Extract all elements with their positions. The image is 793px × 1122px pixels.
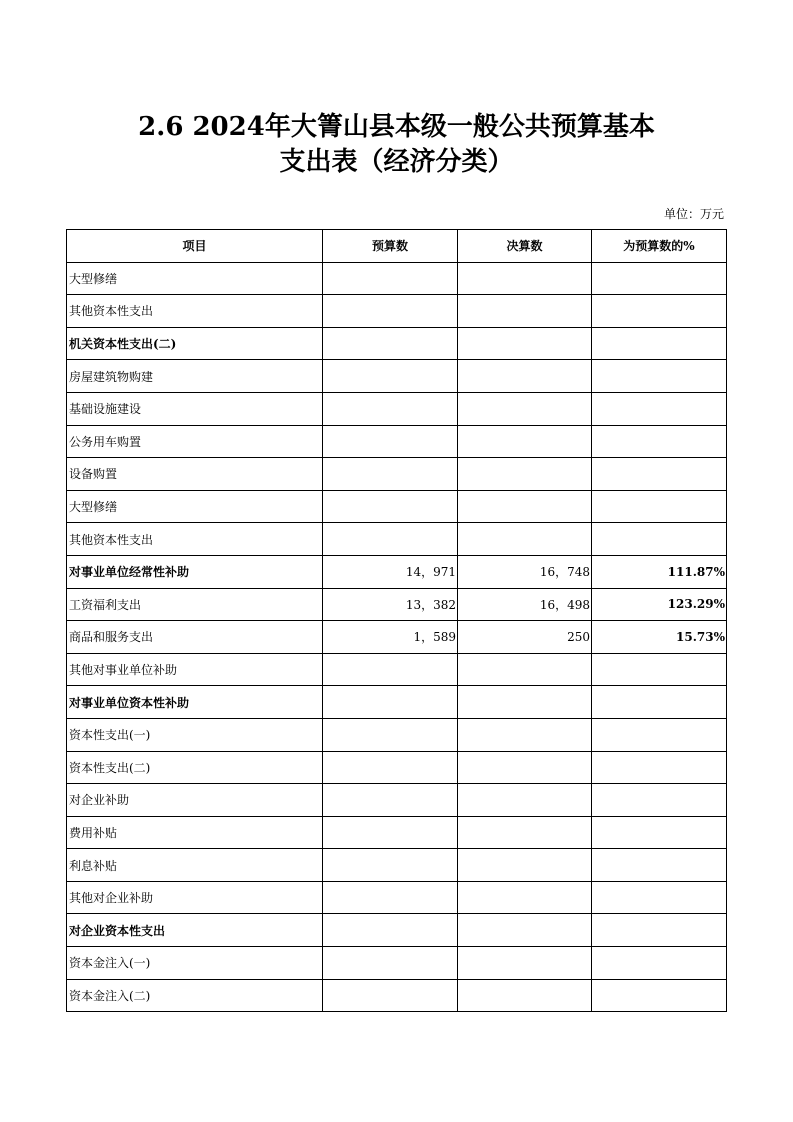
row-label: 对企业补助 bbox=[67, 784, 323, 817]
row-actual bbox=[458, 523, 592, 556]
row-percent: 123.29% bbox=[592, 588, 727, 621]
table-row bbox=[67, 490, 727, 523]
table-row bbox=[67, 458, 727, 491]
row-budget: 13，382 bbox=[323, 588, 458, 621]
row-label: 资本金注入(一) bbox=[67, 947, 323, 980]
row-budget bbox=[323, 979, 458, 1012]
row-label: 资本金注入(二) bbox=[67, 979, 323, 1012]
row-percent bbox=[592, 816, 727, 849]
row-actual bbox=[458, 295, 592, 328]
header-percent: 为预算数的% bbox=[592, 230, 727, 263]
row-percent bbox=[592, 947, 727, 980]
row-percent bbox=[592, 458, 727, 491]
row-actual bbox=[458, 262, 592, 295]
row-actual: 16，498 bbox=[458, 588, 592, 621]
row-label: 房屋建筑物购建 bbox=[67, 360, 323, 393]
table-row bbox=[67, 327, 727, 360]
header-budget: 预算数 bbox=[323, 230, 458, 263]
row-budget bbox=[323, 718, 458, 751]
row-actual bbox=[458, 686, 592, 719]
row-label: 其他资本性支出 bbox=[67, 523, 323, 556]
row-percent bbox=[592, 490, 727, 523]
row-percent bbox=[592, 295, 727, 328]
row-budget bbox=[323, 653, 458, 686]
row-label: 大型修缮 bbox=[67, 490, 323, 523]
row-actual bbox=[458, 490, 592, 523]
row-actual bbox=[458, 784, 592, 817]
row-percent bbox=[592, 686, 727, 719]
row-budget bbox=[323, 816, 458, 849]
row-label: 对企业资本性支出 bbox=[67, 914, 323, 947]
table-row bbox=[67, 295, 727, 328]
expenditure-table bbox=[66, 229, 727, 1012]
table-row bbox=[67, 262, 727, 295]
row-percent bbox=[592, 881, 727, 914]
row-label: 机关资本性支出(二) bbox=[67, 327, 323, 360]
row-budget bbox=[323, 295, 458, 328]
row-budget bbox=[323, 881, 458, 914]
table-row bbox=[67, 555, 727, 588]
row-percent: 15.73% bbox=[592, 621, 727, 654]
row-budget bbox=[323, 490, 458, 523]
row-percent bbox=[592, 914, 727, 947]
table-row bbox=[67, 914, 727, 947]
row-budget bbox=[323, 360, 458, 393]
table-row bbox=[67, 425, 727, 458]
row-actual bbox=[458, 458, 592, 491]
row-percent bbox=[592, 392, 727, 425]
row-label: 其他对企业补助 bbox=[67, 881, 323, 914]
row-actual bbox=[458, 327, 592, 360]
row-actual bbox=[458, 653, 592, 686]
row-budget bbox=[323, 751, 458, 784]
page-title-line1: 2.6 2024年大箐山县本级一般公共预算基本 bbox=[138, 112, 655, 142]
row-budget bbox=[323, 914, 458, 947]
row-budget bbox=[323, 784, 458, 817]
table-row bbox=[67, 751, 727, 784]
table-row bbox=[67, 392, 727, 425]
row-actual bbox=[458, 392, 592, 425]
header-actual: 决算数 bbox=[458, 230, 592, 263]
row-actual bbox=[458, 751, 592, 784]
header-item: 项目 bbox=[67, 230, 323, 263]
row-budget: 1，589 bbox=[323, 621, 458, 654]
table-row bbox=[67, 523, 727, 556]
table-row bbox=[67, 653, 727, 686]
row-budget bbox=[323, 686, 458, 719]
row-label: 费用补贴 bbox=[67, 816, 323, 849]
row-actual bbox=[458, 914, 592, 947]
row-percent bbox=[592, 653, 727, 686]
row-budget bbox=[323, 458, 458, 491]
row-percent bbox=[592, 849, 727, 882]
row-budget bbox=[323, 523, 458, 556]
table-row bbox=[67, 784, 727, 817]
row-actual: 16，748 bbox=[458, 555, 592, 588]
row-percent bbox=[592, 327, 727, 360]
row-budget bbox=[323, 849, 458, 882]
row-actual bbox=[458, 425, 592, 458]
row-percent bbox=[592, 262, 727, 295]
row-label: 其他资本性支出 bbox=[67, 295, 323, 328]
row-budget bbox=[323, 327, 458, 360]
table-row bbox=[67, 718, 727, 751]
row-actual bbox=[458, 849, 592, 882]
row-label: 商品和服务支出 bbox=[67, 621, 323, 654]
row-actual bbox=[458, 979, 592, 1012]
row-label: 对事业单位资本性补助 bbox=[67, 686, 323, 719]
row-percent bbox=[592, 360, 727, 393]
row-label: 对事业单位经常性补助 bbox=[67, 555, 323, 588]
table-row bbox=[67, 588, 727, 621]
row-percent bbox=[592, 718, 727, 751]
row-label: 资本性支出(一) bbox=[67, 718, 323, 751]
row-actual bbox=[458, 718, 592, 751]
row-percent bbox=[592, 979, 727, 1012]
table-row bbox=[67, 360, 727, 393]
row-actual bbox=[458, 816, 592, 849]
table-row bbox=[67, 849, 727, 882]
table-row bbox=[67, 947, 727, 980]
row-label: 工资福利支出 bbox=[67, 588, 323, 621]
row-actual: 250 bbox=[458, 621, 592, 654]
row-actual bbox=[458, 947, 592, 980]
row-label: 公务用车购置 bbox=[67, 425, 323, 458]
table-row bbox=[67, 621, 727, 654]
table-row bbox=[67, 686, 727, 719]
row-label: 基础设施建设 bbox=[67, 392, 323, 425]
row-label: 利息补贴 bbox=[67, 849, 323, 882]
row-label: 大型修缮 bbox=[67, 262, 323, 295]
row-percent bbox=[592, 751, 727, 784]
row-percent bbox=[592, 523, 727, 556]
unit-label: 单位：万元 bbox=[663, 207, 724, 221]
table-row bbox=[67, 979, 727, 1012]
row-percent: 111.87% bbox=[592, 555, 727, 588]
page-title-line2: 支出表（经济分类） bbox=[279, 147, 514, 177]
row-percent bbox=[592, 425, 727, 458]
row-label: 设备购置 bbox=[67, 458, 323, 491]
row-actual bbox=[458, 360, 592, 393]
row-budget: 14，971 bbox=[323, 555, 458, 588]
row-budget bbox=[323, 262, 458, 295]
row-budget bbox=[323, 392, 458, 425]
table-header-row bbox=[67, 230, 727, 263]
row-budget bbox=[323, 947, 458, 980]
row-label: 资本性支出(二) bbox=[67, 751, 323, 784]
table-row bbox=[67, 816, 727, 849]
row-budget bbox=[323, 425, 458, 458]
table-row bbox=[67, 881, 727, 914]
row-label: 其他对事业单位补助 bbox=[67, 653, 323, 686]
row-actual bbox=[458, 881, 592, 914]
row-percent bbox=[592, 784, 727, 817]
